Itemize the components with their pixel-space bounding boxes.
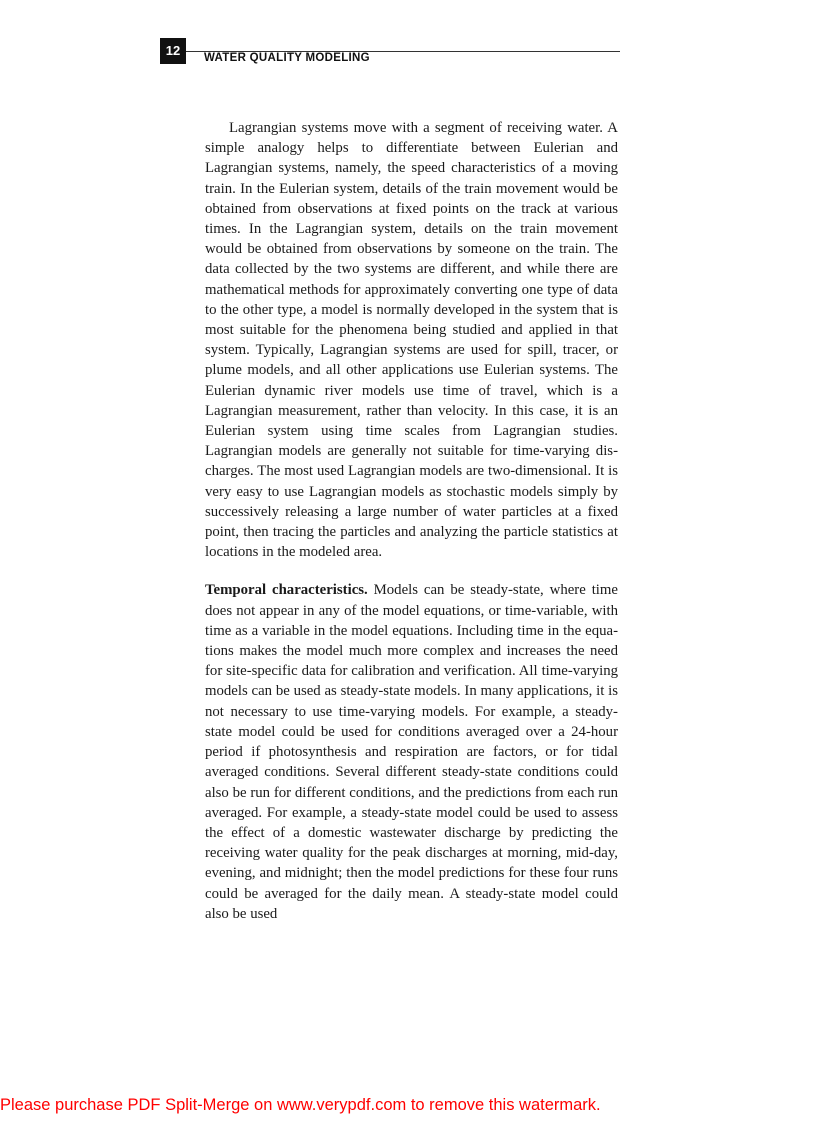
running-title: WATER QUALITY MODELING	[204, 52, 370, 64]
paragraph-temporal-text: Models can be steady-state, where time does not appear in any of the model equations, or time-variable, with time as a variable in the model equations. Including time in the equations makes the model much more complex and increases the need for site-specific data for calibration and verification. All time-varying models can be used as steady-state models. In many applications, it is not necessary to use time-varying models. For example, a steady-state model could be used for conditions averaged over a 24-hour period if photosynthesis and respiration are factors, or for tidal averaged conditions. Several different steady-state conditions could also be run for different conditions, and the predictions from each run averaged. For example, a steady-state model could be used to assess the effect of a domestic wastewater discharge by predicting the receiving water quality for the peak discharges at morning, mid-day, evening, and midnight; then the model predictions for these four runs could be averaged for the daily mean. A steady-state model could also be used	[205, 582, 618, 922]
body-text	[205, 118, 618, 924]
paragraph-temporal	[205, 580, 618, 923]
watermark-text: Please purchase PDF Split-Merge on www.verypdf.com to remove this watermark.	[0, 1096, 601, 1114]
page-number: 12	[160, 38, 186, 64]
section-run-in-heading: Temporal characteristics.	[205, 582, 368, 599]
paragraph-lagrangian: Lagrangian systems move with a segment of receiving water. A simple analogy helps to differentiate between Eulerian and Lagrangian systems, namely, the speed characteristics of a moving train. In the Eulerian system, details of the train movement would be obtained from observations at fixed points on the track at various times. In the Lagrangian system, details on the train movement would be obtained from observations by someone on the train. The data collected by the two systems are different, and while there are mathematical methods for approximately converting one type of data to the other type, a model is normally developed in the system that is most suitable for the phenomena being studied and applied in that system. Typically, Lagrangian systems are used for spill, tracer, or plume models, and all other applications use Eulerian systems. The Eulerian dynamic river models use time of travel, which is a Lagrangian measurement, rather than velocity. In this case, it is an Eulerian system using time scales from Lagrangian studies. Lagrangian models are generally not suitable for time-varying discharges. The most used Lagrangian models are two-dimensional. It is very easy to use Lagrangian models as stochastic models simply by successively releasing a large number of water particles at a fixed point, then tracing the particles and analyzing the particle statistics at locations in the modeled area.	[205, 120, 618, 561]
